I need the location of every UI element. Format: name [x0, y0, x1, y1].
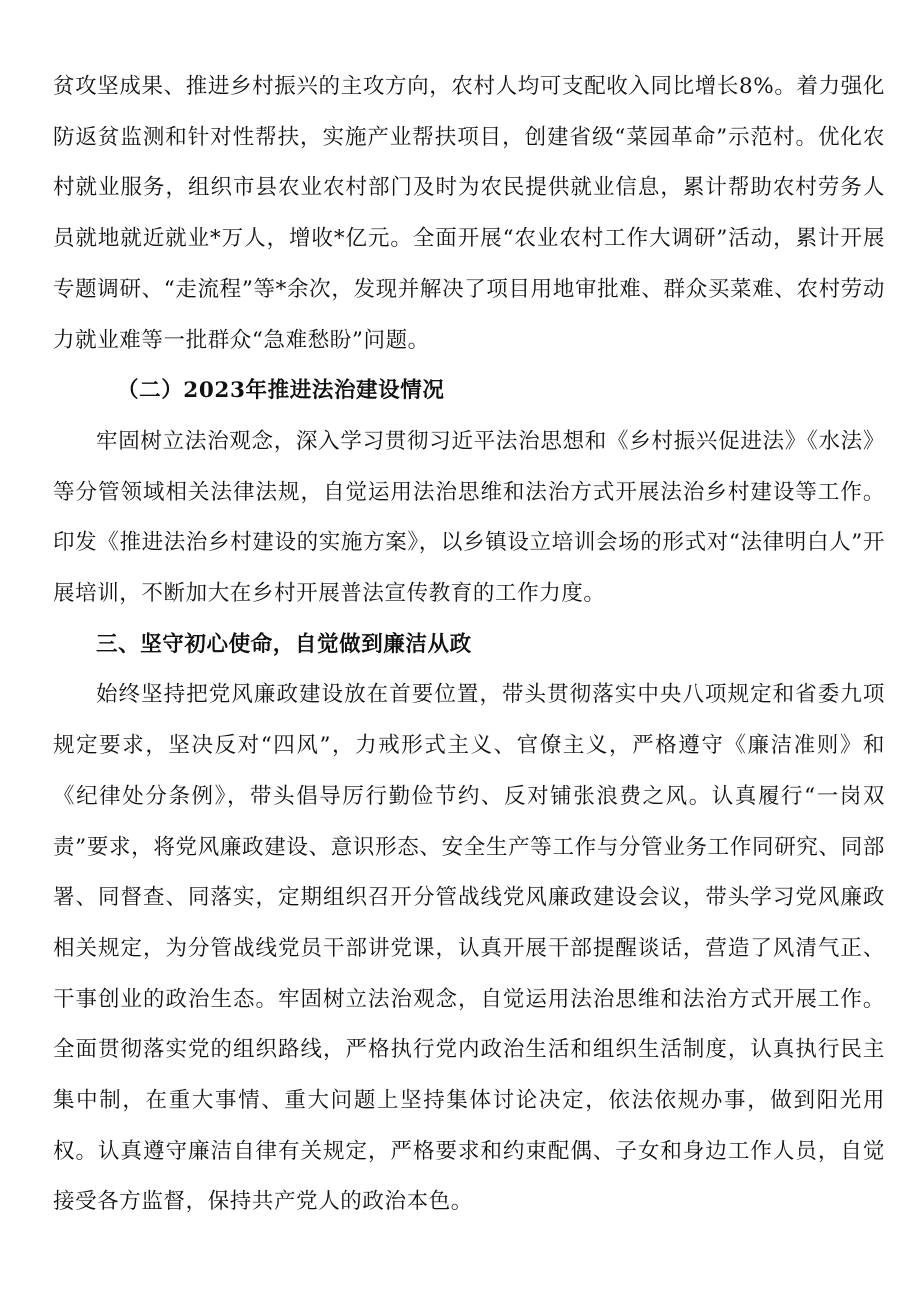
paragraph-rural-revitalization: 贫攻坚成果、推进乡村振兴的主攻方向，农村人均可支配收入同比增长8%。着力强化防返贫监测和针对性帮扶，实施产业帮扶项目，创建省级“菜园革命”示范村。优化农村就业服务，组织市县农业农村部门及时为农民提供就业信息，累计帮助农村劳务人员就地就近就业*万人，增收*亿元。全面开展“农业农村工作大调研”活动，累计开展专题调研、“走流程”等*余次，发现并解决了项目用地审批难、群众买菜难、农村劳动力就业难等一批群众“急难愁盼”问题。	[53, 74, 885, 353]
section-heading-integrity: 三、坚守初心使命，自觉做到廉洁从政	[96, 631, 472, 657]
paragraph-integrity: 始终坚持把党风廉政建设放在首要位置，带头贯彻落实中央八项规定和省委九项规定要求，坚决反对“四风”，力戒形式主义、官僚主义，严格遵守《廉洁准则》和《纪律处分条例》，带头倡导厉行勤俭节约、反对铺张浪费之风。认真履行“一岗双责”要求，将党风廉政建设、意识形态、安全生产等工作与分管业务工作同研究、同部署、同督查、同落实，定期组织召开分管战线党风廉政建设会议，带头学习党风廉政相关规定，为分管战线党员干部讲党课，认真开展干部提醒谈话，营造了风清气正、干事创业的政治生态。牢固树立法治观念，自觉运用法治思维和法治方式开展工作。全面贯彻落实党的组织路线，严格执行党内政治生活和组织生活制度，认真执行民主集中制，在重大事情、重大问题上坚持集体讨论决定，依法依规办事，做到阳光用权。认真遵守廉洁自律有关规定，严格要求和约束配偶、子女和身边工作人员，自觉接受各方监督，保持共产党人的政治本色。	[53, 682, 885, 1215]
document-page	[53, 62, 885, 1228]
subheading-rule-of-law: （二）2023年推进法治建设情况	[117, 378, 445, 404]
paragraph-rule-of-law: 牢固树立法治观念，深入学习贯彻习近平法治思想和《乡村振兴促进法》《水法》等分管领域相关法律法规，自觉运用法治思维和法治方式开展法治乡村建设等工作。印发《推进法治乡村建设的实施方案》，以乡镇设立培训会场的形式对“法律明白人”开展培训，不断加大在乡村开展普法宣传教育的工作力度。	[53, 428, 885, 607]
